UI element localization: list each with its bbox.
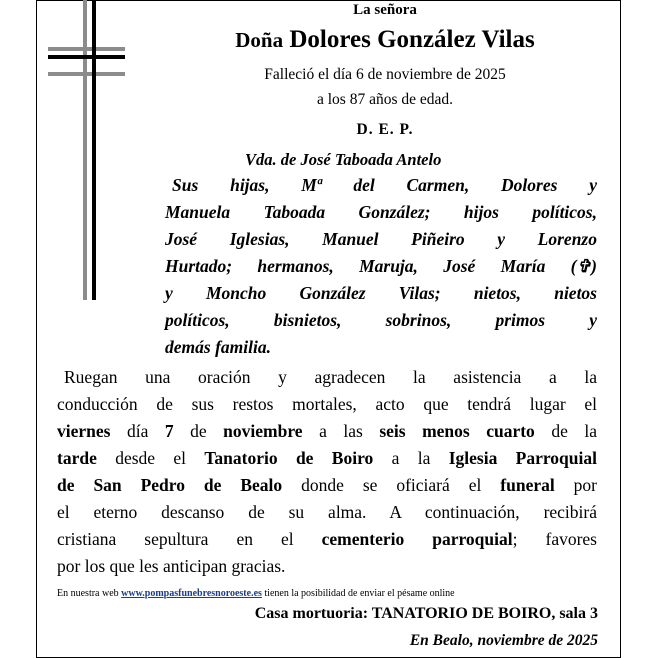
- cemetery-name: cementerio parroquial: [321, 529, 513, 549]
- text-fragment: por: [554, 475, 598, 495]
- family-line: José Iglesias, Manuel Piñeiro y Lorenzo: [165, 229, 597, 249]
- web-note: [57, 588, 455, 599]
- ceremony-time: seis menos cuarto: [379, 421, 535, 441]
- origin-place: Tanatorio de Boiro: [204, 448, 374, 468]
- family-line: y Moncho González Vilas; nietos, nietos: [165, 283, 597, 303]
- ceremony-line: conducción de sus restos mortales, acto que tendrá lugar el: [57, 394, 597, 414]
- text-fragment: de: [173, 421, 224, 441]
- ceremony-line: [57, 418, 597, 445]
- family-line: demás familia.: [165, 337, 271, 357]
- web-note-text: En nuestra web: [57, 588, 122, 599]
- text-fragment: ; favores: [512, 529, 597, 549]
- ceremony-line: [57, 472, 597, 499]
- ceremony-line: el eterno descanso de su alma. A continuación, recibirá: [57, 502, 597, 522]
- ceremony-line: Ruegan una oración y agradecen la asistencia a la: [64, 367, 597, 387]
- family-line: Hurtado; hermanos, Maruja, José María (✞): [165, 256, 597, 276]
- ceremony-line: [57, 526, 597, 553]
- funeral-home: Casa mortuoria: TANATORIO DE BOIRO, sala 3: [254, 605, 598, 622]
- text-fragment: desde el: [96, 448, 205, 468]
- honorific: Doña: [235, 28, 284, 52]
- day-number: 7: [164, 421, 174, 441]
- age-line: a los 87 años de edad.: [316, 91, 454, 108]
- text-fragment: de la: [534, 421, 597, 441]
- family-block: [165, 172, 597, 361]
- service-type: funeral: [500, 475, 555, 495]
- text-fragment: cristiana sepultura en el: [57, 529, 322, 549]
- family-line: Sus hijas, Mª del Carmen, Dolores y: [172, 175, 597, 195]
- death-date: Falleció el día 6 de noviembre de 2025: [264, 66, 506, 83]
- family-line: políticos, bisnietos, sobrinos, primos y: [165, 310, 597, 330]
- deceased-name: [165, 26, 605, 54]
- ceremony-line: [57, 445, 597, 472]
- text-fragment: donde se oficiará el: [282, 475, 501, 495]
- website-link[interactable]: www.pompasfunebresnoroeste.es: [121, 588, 262, 599]
- day-name: viernes: [57, 421, 111, 441]
- family-line: Manuela Taboada González; hijos políticos,: [165, 202, 597, 222]
- text-fragment: a la: [373, 448, 449, 468]
- web-note-text: tienen la posibilidad de enviar el pésame online: [261, 588, 455, 599]
- ceremony-line: por los que les anticipan gracias.: [57, 556, 286, 576]
- text-fragment: día: [110, 421, 165, 441]
- church-name: Iglesia Parroquial: [448, 448, 597, 468]
- name-text: Dolores González Vilas: [289, 26, 535, 53]
- time-of-day: tarde: [57, 448, 97, 468]
- ceremony-paragraph: [57, 364, 597, 580]
- cross-icon: [0, 0, 140, 300]
- month-name: noviembre: [223, 421, 303, 441]
- text-fragment: a las: [302, 421, 380, 441]
- church-location: de San Pedro de Bealo: [57, 475, 283, 495]
- widow-line: Vda. de José Taboada Antelo: [245, 150, 442, 169]
- place-date: En Bealo, noviembre de 2025: [409, 632, 598, 649]
- rip-text: D. E. P.: [356, 121, 414, 138]
- title-prefix: La señora: [353, 2, 417, 18]
